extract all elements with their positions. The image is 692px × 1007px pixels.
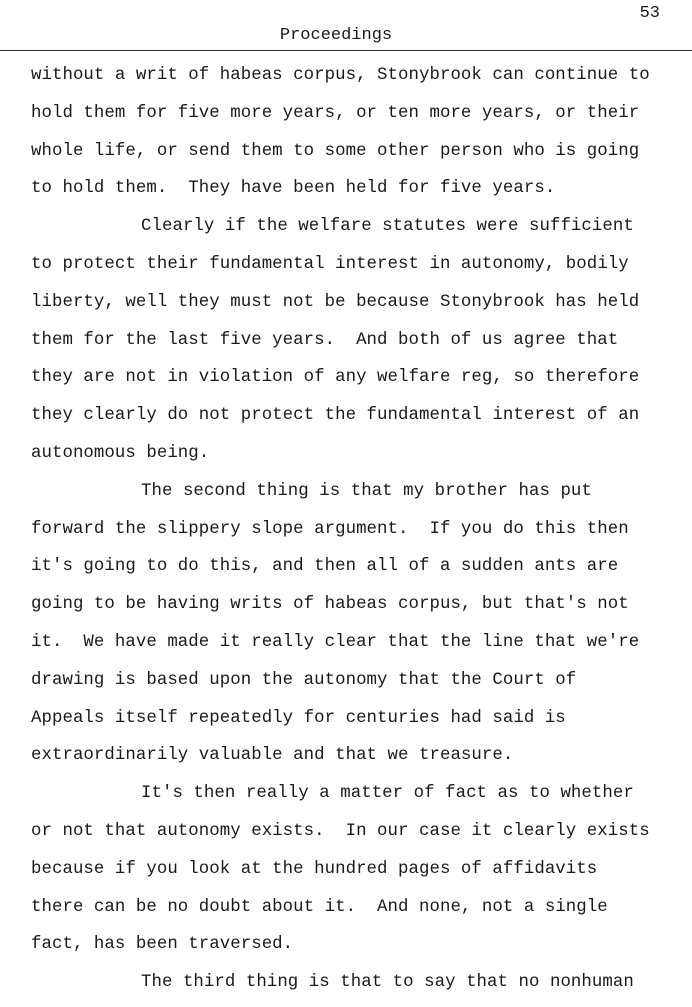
transcript-line: drawing is based upon the autonomy that the Court of xyxy=(31,670,577,690)
transcript-line: Clearly if the welfare statutes were sufficient xyxy=(141,217,634,237)
running-head: Proceedings xyxy=(279,26,393,45)
transcript-line: autonomous being. xyxy=(31,443,210,463)
transcript-line: fact, has been traversed. xyxy=(31,935,294,955)
transcript-body xyxy=(31,62,691,1007)
transcript-line: there can be no doubt about it. And none, not a single xyxy=(31,897,608,917)
transcript-line: they clearly do not protect the fundamental interest of an xyxy=(31,406,640,426)
transcript-line: because if you look at the hundred pages of affidavits xyxy=(31,859,598,879)
transcript-line: liberty, well they must not be because Stonybrook has held xyxy=(31,292,640,312)
transcript-line: Appeals itself repeatedly for centuries had said is xyxy=(31,708,566,728)
transcript-line: hold them for five more years, or ten more years, or their xyxy=(31,103,640,123)
transcript-line: it's going to do this, and then all of a sudden ants are xyxy=(31,557,619,577)
transcript-line: to hold them. They have been held for five years. xyxy=(31,179,556,199)
transcript-line: It's then really a matter of fact as to whether xyxy=(141,784,634,804)
transcript-line: whole life, or send them to some other person who is going xyxy=(31,141,640,161)
transcript-line: or not that autonomy exists. In our case it clearly exists xyxy=(31,821,650,841)
transcript-line: to protect their fundamental interest in autonomy, bodily xyxy=(31,254,629,274)
transcript-line: without a writ of habeas corpus, Stonybrook can continue to xyxy=(31,66,650,85)
transcript-line: them for the last five years. And both of us agree that xyxy=(31,330,619,350)
transcript-line: extraordinarily valuable and that we treasure. xyxy=(31,746,514,766)
transcript-line: The third thing is that to say that no nonhuman xyxy=(141,973,634,993)
transcript-line: it. We have made it really clear that the line that we're xyxy=(31,632,640,652)
header-rule xyxy=(0,50,692,51)
transcript-line: going to be having writs of habeas corpus, but that's not xyxy=(31,595,629,615)
transcript-line: forward the slippery slope argument. If you do this then xyxy=(31,519,629,539)
transcript-line: they are not in violation of any welfare reg, so therefore xyxy=(31,368,640,388)
page-number: 53 xyxy=(639,4,660,23)
transcript-line: The second thing is that my brother has put xyxy=(141,481,592,501)
